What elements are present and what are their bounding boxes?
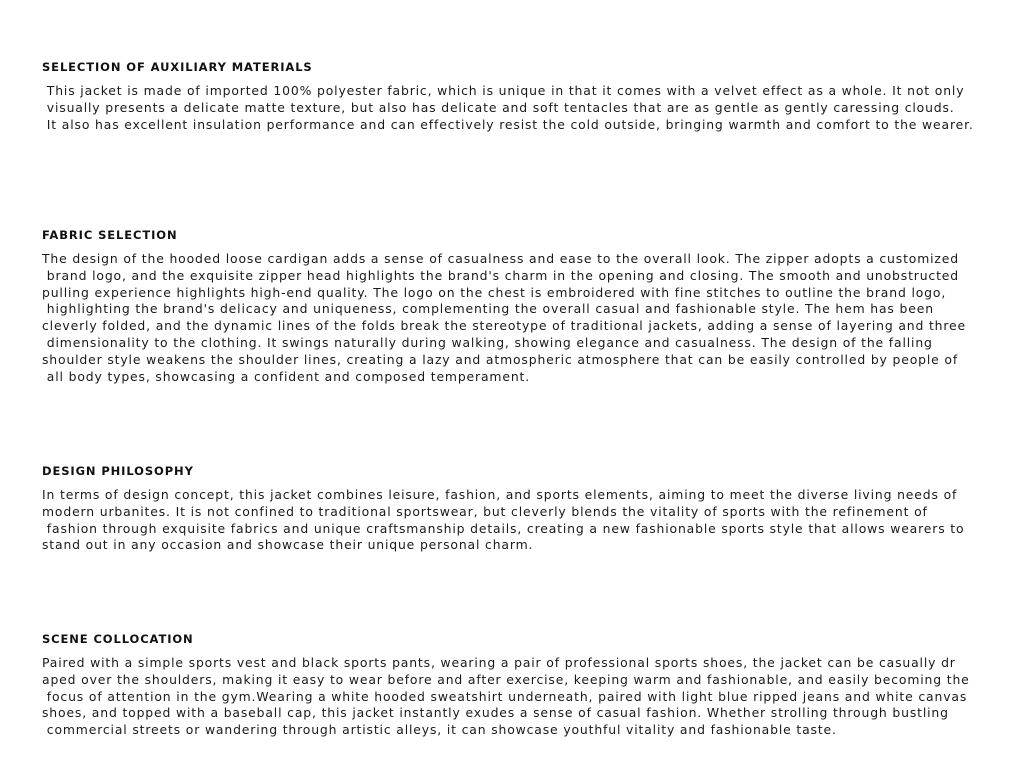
- body-line: brand logo, and the exquisite zipper head highlights the brand's charm in the opening and closing. The smooth and unobstructed: [42, 267, 959, 283]
- body-line: fashion through exquisite fabrics and unique craftsmanship details, creating a new fashionable sports style that allows wearers to: [42, 520, 965, 536]
- section-body: [42, 83, 1010, 133]
- body-line: dimensionality to the clothing. It swings naturally during walking, showing elegance and casualness. The design of the falling: [42, 334, 933, 350]
- section-fabric-selection: [42, 228, 1010, 385]
- body-line: aped over the shoulders, making it easy to wear before and after exercise, keeping warm and fashionable, and easily becoming the: [42, 671, 970, 687]
- body-line: visually presents a delicate matte texture, but also has delicate and soft tentacles that are as gentle as gently caressing clouds.: [42, 99, 955, 115]
- body-line: stand out in any occasion and showcase their unique personal charm.: [42, 537, 534, 553]
- body-line: This jacket is made of imported 100% polyester fabric, which is unique in that it comes with a velvet effect as a whole. It not only: [42, 83, 965, 98]
- section-body: [42, 251, 1010, 385]
- section-scene-collocation: [42, 632, 1010, 739]
- body-line: cleverly folded, and the dynamic lines of the folds break the stereotype of traditional jackets, adding a sense of layering and three: [42, 318, 966, 334]
- section-heading: DESIGN PHILOSOPHY: [42, 464, 194, 478]
- body-line: commercial streets or wandering through artistic alleys, it can showcase youthful vitality and fashionable taste.: [42, 722, 837, 738]
- section-heading: SCENE COLLOCATION: [42, 632, 194, 646]
- body-line: focus of attention in the gym.Wearing a white hooded sweatshirt underneath, paired with light blue ripped jeans and white canvas: [42, 688, 968, 704]
- body-line: pulling experience highlights high-end quality. The logo on the chest is embroidered with fine stitches to outline the brand logo,: [42, 284, 947, 300]
- body-line: shoulder style weakens the shoulder lines, creating a lazy and atmospheric atmosphere that can be easily controlled by people of: [42, 351, 959, 367]
- section-body: [42, 655, 1010, 739]
- body-line: Paired with a simple sports vest and black sports pants, wearing a pair of professional sports shoes, the jacket can be casually dr: [42, 655, 956, 670]
- section-body: [42, 487, 1010, 554]
- body-line: In terms of design concept, this jacket combines leisure, fashion, and sports elements, aiming to meet the diverse living needs of: [42, 487, 958, 502]
- section-heading: FABRIC SELECTION: [42, 228, 178, 242]
- body-line: modern urbanites. It is not confined to traditional sportswear, but cleverly blends the vitality of sports with the refinement of: [42, 503, 928, 519]
- section-heading: SELECTION OF AUXILIARY MATERIALS: [42, 60, 313, 74]
- body-line: highlighting the brand's delicacy and uniqueness, complementing the overall casual and fashionable style. The hem has been: [42, 301, 934, 317]
- body-line: shoes, and topped with a baseball cap, this jacket instantly exudes a sense of casual fashion. Whether strolling through bustling: [42, 705, 949, 721]
- body-line: The design of the hooded loose cardigan adds a sense of casualness and ease to the overall look. The zipper adopts a customized: [42, 251, 959, 266]
- section-design-philosophy: [42, 464, 1010, 554]
- body-line: It also has excellent insulation performance and can effectively resist the cold outside, bringing warmth and comfort to the wearer.: [42, 116, 974, 132]
- section-auxiliary-materials: [42, 60, 1010, 133]
- body-line: all body types, showcasing a confident and composed temperament.: [42, 368, 531, 384]
